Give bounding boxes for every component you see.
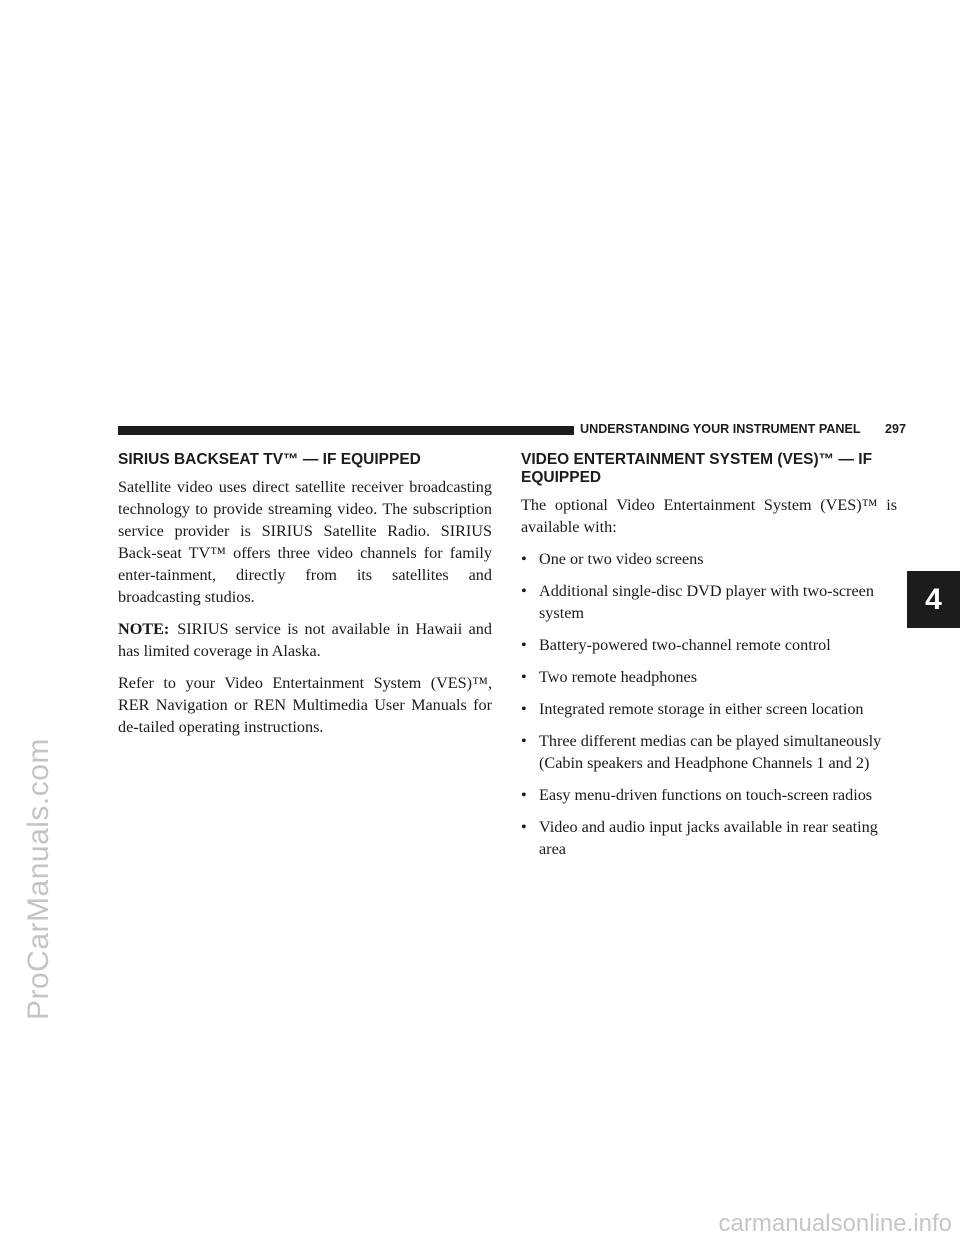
list-item	[521, 634, 897, 656]
list-item-text: Two remote headphones	[539, 668, 697, 686]
list-item	[521, 666, 897, 688]
bullet-icon: •	[521, 582, 527, 600]
refer-paragraph: Refer to your Video Entertainment System (VES)™, RER Navigation or REN Multimedia User Manuals for de-tailed operating instructions.	[118, 674, 492, 736]
bullet-icon: •	[521, 786, 527, 804]
bullet-icon: •	[521, 818, 527, 836]
list-item	[521, 698, 897, 720]
list-item-text: Easy menu-driven functions on touch-screen radios	[539, 786, 873, 804]
list-item-text: Battery-powered two-channel remote control	[539, 636, 831, 654]
running-header	[580, 422, 906, 436]
bullet-icon: •	[521, 700, 527, 718]
list-item	[521, 548, 897, 570]
list-item-text: Integrated remote storage in either screen location	[539, 700, 864, 718]
list-item-text: One or two video screens	[539, 550, 704, 568]
list-item	[521, 580, 897, 624]
list-item-text: Three different medias can be played simultaneously (Cabin speakers and Headphone Channels 1 and 2)	[539, 732, 882, 772]
note-text: SIRIUS service is not available in Hawaii and has limited coverage in Alaska.	[118, 620, 492, 660]
list-item-text: Video and audio input jacks available in rear seating area	[539, 818, 878, 858]
header-rule	[118, 426, 574, 435]
section-title: UNDERSTANDING YOUR INSTRUMENT PANEL	[580, 422, 861, 436]
ves-heading: VIDEO ENTERTAINMENT SYSTEM (VES)™ — IF EQUIPPED	[521, 451, 873, 486]
bottom-watermark: carmanualsonline.info	[718, 1210, 952, 1237]
ves-intro: The optional Video Entertainment System (VES)™ is available with:	[521, 496, 897, 536]
list-item	[521, 730, 897, 774]
list-item-text: Additional single-disc DVD player with two-screen system	[539, 582, 874, 622]
sirius-paragraph: Satellite video uses direct satellite receiver broadcasting technology to provide streaming video. The subscription service provider is SIRIUS Satellite Radio. SIRIUS Back-seat TV™ offers three video channels for family enter-tainment, directly from its satellites and broadcasting studios.	[118, 478, 492, 606]
feature-list	[521, 548, 897, 860]
note-paragraph	[118, 618, 492, 662]
bullet-icon: •	[521, 732, 527, 750]
right-column	[521, 449, 897, 870]
sirius-heading: SIRIUS BACKSEAT TV™ — IF EQUIPPED	[118, 451, 421, 468]
page-number: 297	[884, 422, 906, 436]
list-item	[521, 816, 897, 860]
side-watermark: ProCarManuals.com	[22, 738, 55, 1020]
bullet-icon: •	[521, 636, 527, 654]
chapter-tab: 4	[907, 571, 960, 628]
bullet-icon: •	[521, 550, 527, 568]
list-item	[521, 784, 897, 806]
left-column	[118, 449, 492, 748]
note-label: NOTE:	[118, 620, 170, 638]
bullet-icon: •	[521, 668, 527, 686]
